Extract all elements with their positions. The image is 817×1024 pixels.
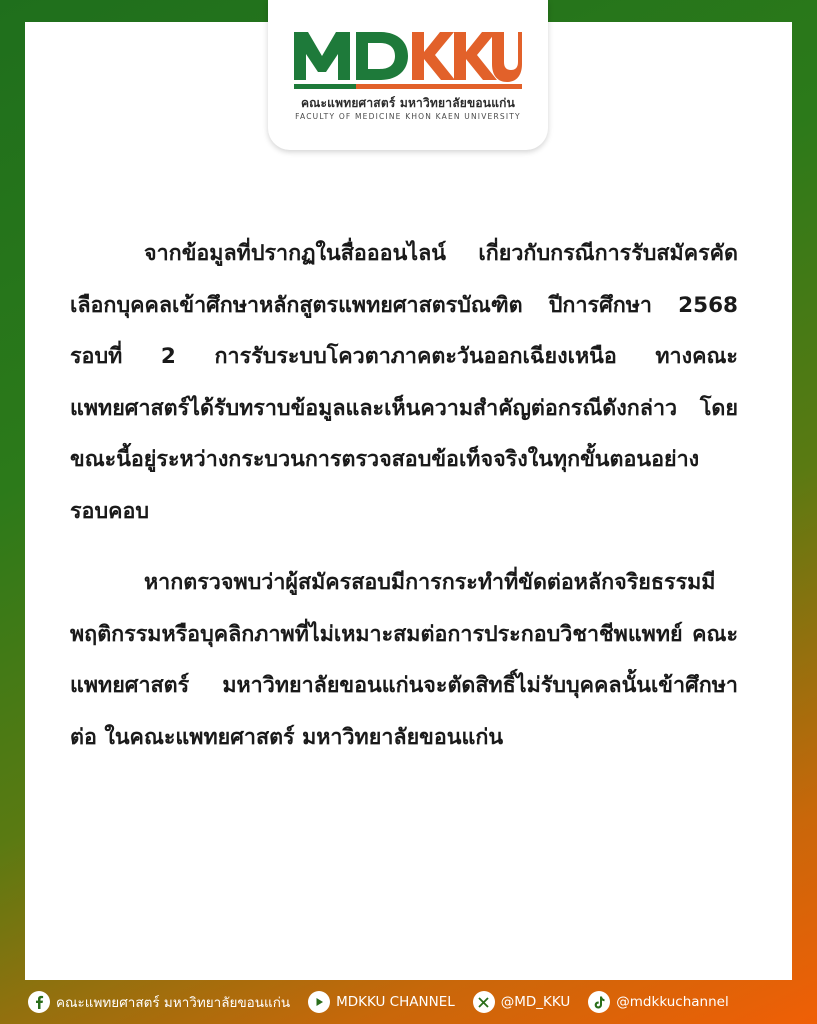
footer-youtube-link[interactable]: [308, 991, 455, 1013]
footer-facebook-link[interactable]: [28, 991, 290, 1013]
youtube-icon: [308, 991, 330, 1013]
announcement-text: [70, 228, 738, 763]
footer-youtube-label: MDKKU CHANNEL: [336, 994, 455, 1010]
mdkku-logo: [294, 24, 522, 90]
footer-x-link[interactable]: [473, 991, 571, 1013]
logo-tab: [268, 0, 548, 150]
logo-thai-name: คณะแพทยศาสตร์ มหาวิทยาลัยขอนแก่น: [300, 96, 516, 110]
footer-tiktok-label: @mdkkuchannel: [616, 994, 729, 1010]
social-footer: [0, 980, 817, 1024]
paragraph-1: จากข้อมูลที่ปรากฏในสื่อออนไลน์ เกี่ยวกับกรณีการรับสมัครคัดเลือกบุคคลเข้าศึกษาหลักสูตรแพทยศาสตรบัณฑิต ปีการศึกษา 2568 รอบที่ 2 การรับระบบโควตาภาคตะวันออกเฉียงเหนือ ทางคณะแพทยศาสตร์ได้รับทราบข้อมูลและเห็นความสำคัญต่อกรณีดังกล่าว โดยขณะนี้อยู่ระหว่างกระบวนการตรวจสอบข้อเท็จจริงในทุกขั้นตอนอย่างรอบคอบ: [70, 241, 738, 524]
logo-english-name: FACULTY OF MEDICINE KHON KAEN UNIVERSITY: [295, 112, 521, 121]
footer-tiktok-link[interactable]: [588, 991, 728, 1013]
footer-facebook-label: คณะแพทยศาสตร์ มหาวิทยาลัยขอนแก่น: [56, 995, 291, 1011]
paragraph-2: หากตรวจพบว่าผู้สมัครสอบมีการกระทำที่ขัดต่อหลักจริยธรรมมีพฤติกรรมหรือบุคลิกภาพที่ไม่เหมาะสมต่อการประกอบวิชาชีพแพทย์ คณะแพทยศาสตร์ มหาวิทยาลัยขอนแก่นจะตัดสิทธิ์ไม่รับบุคคลนั้นเข้าศึกษาต่อ ในคณะแพทยศาสตร์ มหาวิทยาลัยขอนแก่น: [70, 570, 738, 750]
facebook-icon: [28, 991, 50, 1013]
tiktok-icon: [588, 991, 610, 1013]
footer-x-label: @MD_KKU: [500, 994, 571, 1010]
x-icon: [473, 991, 495, 1013]
